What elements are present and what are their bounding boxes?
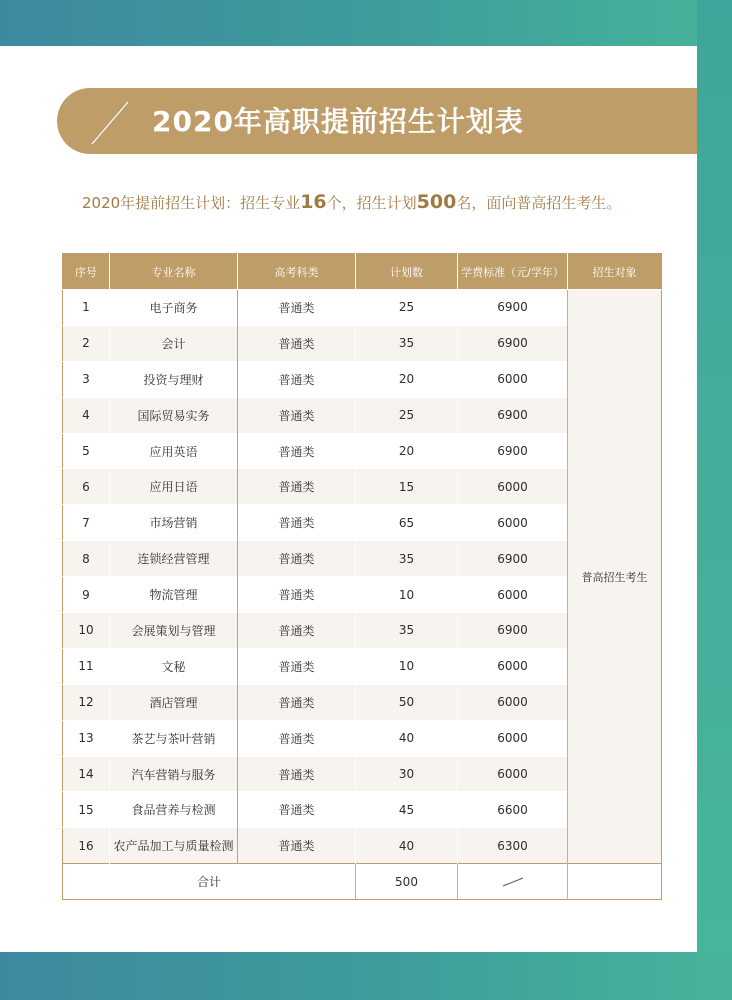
intro-middle: 个，招生计划 <box>326 194 417 212</box>
cell-major: 食品营养与检测 <box>110 792 238 828</box>
cell-fee: 6000 <box>458 469 568 505</box>
cell-major: 应用英语 <box>110 433 238 469</box>
cell-no: 6 <box>63 469 110 505</box>
slash-mark-icon <box>501 876 525 888</box>
cell-no: 12 <box>63 684 110 720</box>
cell-major: 应用日语 <box>110 469 238 505</box>
cell-fee: 6300 <box>458 828 568 864</box>
cell-no: 14 <box>63 756 110 792</box>
title-slash-icon <box>88 98 132 146</box>
cell-plan: 15 <box>356 469 458 505</box>
intro-major-count: 16 <box>300 191 327 213</box>
cell-category: 普通类 <box>238 756 356 792</box>
intro-text <box>82 188 621 216</box>
cell-no: 4 <box>63 397 110 433</box>
table-row <box>63 290 662 326</box>
cell-fee: 6000 <box>458 361 568 397</box>
header-major: 专业名称 <box>110 254 238 290</box>
header-no: 序号 <box>63 254 110 290</box>
total-fee-cell <box>458 864 568 900</box>
enrollment-plan-table <box>62 253 662 900</box>
cell-no: 13 <box>63 720 110 756</box>
cell-category: 普通类 <box>238 433 356 469</box>
table-total-row <box>63 864 662 900</box>
cell-category: 普通类 <box>238 505 356 541</box>
cell-fee: 6600 <box>458 792 568 828</box>
cell-fee: 6000 <box>458 648 568 684</box>
cell-fee: 6900 <box>458 397 568 433</box>
cell-category: 普通类 <box>238 397 356 433</box>
total-plan: 500 <box>356 864 458 900</box>
cell-plan: 65 <box>356 505 458 541</box>
cell-category: 普通类 <box>238 792 356 828</box>
cell-category: 普通类 <box>238 325 356 361</box>
cell-fee: 6900 <box>458 541 568 577</box>
cell-major: 国际贸易实务 <box>110 397 238 433</box>
top-decor-band <box>0 0 732 46</box>
cell-major: 文秘 <box>110 648 238 684</box>
cell-plan: 30 <box>356 756 458 792</box>
cell-plan: 25 <box>356 290 458 326</box>
cell-fee: 6900 <box>458 433 568 469</box>
cell-fee: 6000 <box>458 505 568 541</box>
cell-major: 市场营销 <box>110 505 238 541</box>
cell-no: 3 <box>63 361 110 397</box>
cell-fee: 6000 <box>458 756 568 792</box>
cell-no: 16 <box>63 828 110 864</box>
cell-plan: 45 <box>356 792 458 828</box>
cell-fee: 6900 <box>458 325 568 361</box>
table-header-row <box>63 254 662 290</box>
cell-plan: 10 <box>356 577 458 613</box>
cell-major: 农产品加工与质量检测 <box>110 828 238 864</box>
cell-category: 普通类 <box>238 684 356 720</box>
intro-prefix: 2020年提前招生计划：招生专业 <box>82 194 301 212</box>
header-target: 招生对象 <box>568 254 662 290</box>
cell-fee: 6900 <box>458 613 568 649</box>
cell-no: 10 <box>63 613 110 649</box>
cell-no: 8 <box>63 541 110 577</box>
cell-category: 普通类 <box>238 290 356 326</box>
cell-plan: 35 <box>356 613 458 649</box>
cell-plan: 35 <box>356 541 458 577</box>
cell-no: 15 <box>63 792 110 828</box>
cell-plan: 35 <box>356 325 458 361</box>
cell-category: 普通类 <box>238 828 356 864</box>
cell-major: 投资与理财 <box>110 361 238 397</box>
cell-category: 普通类 <box>238 469 356 505</box>
header-plan: 计划数 <box>356 254 458 290</box>
cell-plan: 40 <box>356 720 458 756</box>
total-target-cell <box>568 864 662 900</box>
cell-fee: 6000 <box>458 720 568 756</box>
cell-major: 物流管理 <box>110 577 238 613</box>
cell-fee: 6000 <box>458 577 568 613</box>
cell-no: 5 <box>63 433 110 469</box>
cell-no: 11 <box>63 648 110 684</box>
cell-fee: 6000 <box>458 684 568 720</box>
intro-suffix: 名，面向普高招生考生。 <box>456 194 622 212</box>
cell-major: 会计 <box>110 325 238 361</box>
cell-fee: 6900 <box>458 290 568 326</box>
cell-category: 普通类 <box>238 720 356 756</box>
header-fee: 学费标准（元/学年） <box>458 254 568 290</box>
cell-category: 普通类 <box>238 361 356 397</box>
cell-plan: 10 <box>356 648 458 684</box>
total-label: 合计 <box>63 864 356 900</box>
cell-major: 会展策划与管理 <box>110 613 238 649</box>
cell-major: 连锁经营管理 <box>110 541 238 577</box>
cell-category: 普通类 <box>238 613 356 649</box>
cell-plan: 50 <box>356 684 458 720</box>
cell-no: 2 <box>63 325 110 361</box>
cell-target-group: 普高招生考生 <box>568 290 662 864</box>
cell-major: 汽车营销与服务 <box>110 756 238 792</box>
cell-no: 9 <box>63 577 110 613</box>
bottom-decor-band <box>0 952 732 1000</box>
cell-plan: 40 <box>356 828 458 864</box>
cell-plan: 20 <box>356 433 458 469</box>
cell-major: 电子商务 <box>110 290 238 326</box>
right-decor-band <box>697 0 732 1000</box>
page-title: 2020年高职提前招生计划表 <box>152 105 524 138</box>
intro-plan-total: 500 <box>416 191 457 213</box>
cell-major: 茶艺与茶叶营销 <box>110 720 238 756</box>
cell-category: 普通类 <box>238 541 356 577</box>
cell-category: 普通类 <box>238 648 356 684</box>
cell-no: 1 <box>63 290 110 326</box>
cell-major: 酒店管理 <box>110 684 238 720</box>
cell-plan: 20 <box>356 361 458 397</box>
header-category: 高考科类 <box>238 254 356 290</box>
cell-plan: 25 <box>356 397 458 433</box>
cell-no: 7 <box>63 505 110 541</box>
cell-category: 普通类 <box>238 577 356 613</box>
